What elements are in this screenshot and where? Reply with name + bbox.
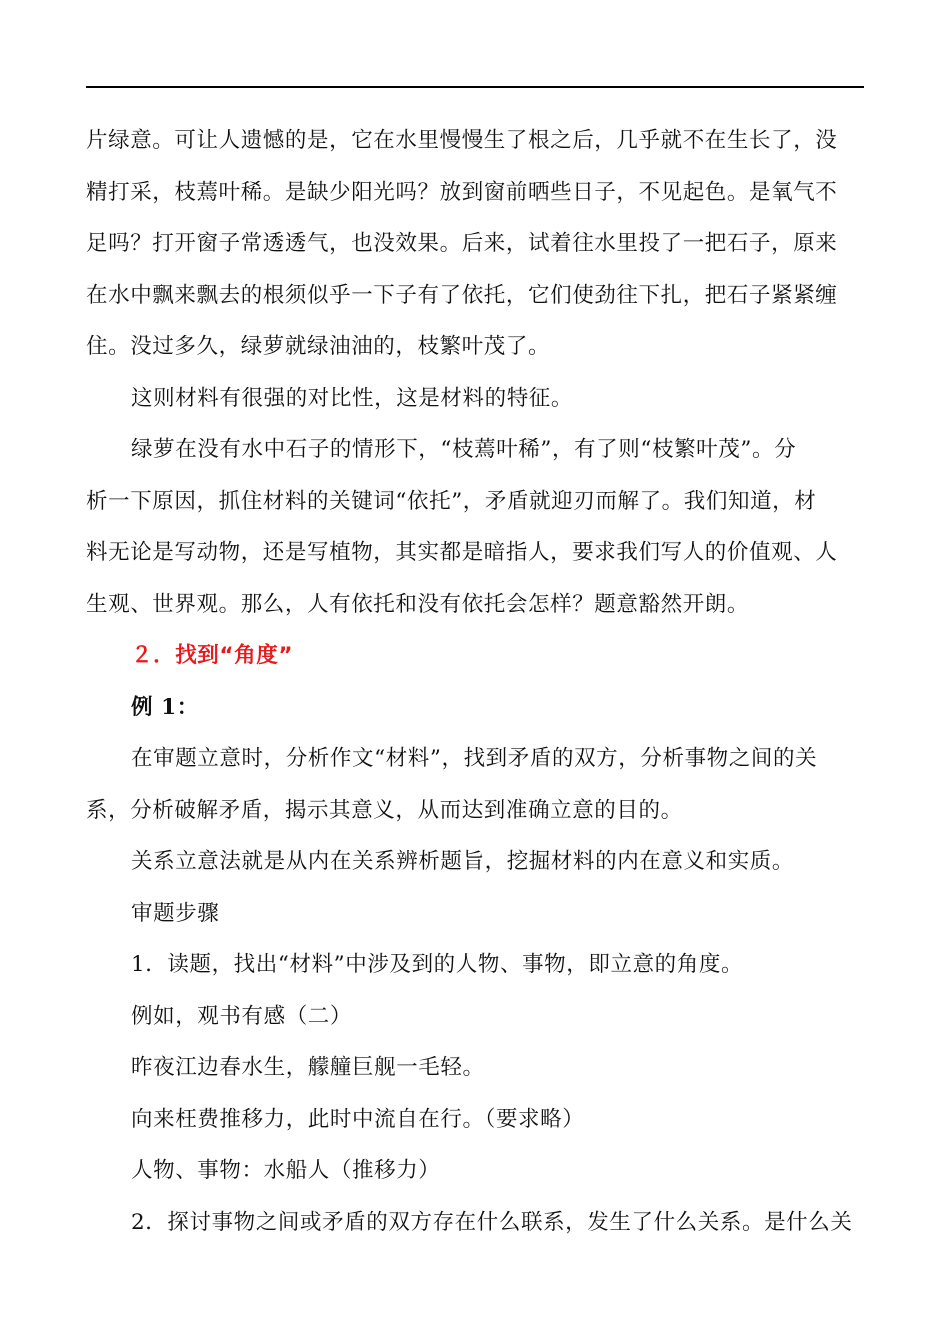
paragraph-steps-title: 审题步骤 (131, 900, 220, 926)
paragraph-poem-line-2: 向来枉费推移力，此时中流自在行。（要求略） (131, 1106, 585, 1132)
paragraph-poem-title: 例如，观书有感（二） (131, 1003, 353, 1029)
text-line: 精打采，枝蔫叶稀。是缺少阳光吗？放到窗前晒些日子，不见起色。是氧气不 (86, 179, 838, 205)
text-line: 片绿意。可让人遗憾的是，它在水里慢慢生了根之后，几乎就不在生长了，没 (86, 128, 838, 153)
paragraph-relation-method: 关系立意法就是从内在关系辨析题旨，挖掘材料的内在意义和实质。 (131, 849, 795, 874)
paragraph-entities: 人物、事物：水船人（推移力） (131, 1158, 441, 1183)
paragraph-contrast-feature (86, 376, 864, 428)
paragraph-poem-line-1: 昨夜江边春水生，艨艟巨舰一毛轻。 (131, 1055, 485, 1080)
section-heading: ２．找到“角度” (131, 643, 294, 668)
example-label: 例 1： (131, 694, 199, 720)
paragraph-step-2: 2．探讨事物之间或矛盾的双方存在什么联系，发生了什么关系。是什么关 (131, 1209, 853, 1235)
text-line: 系，分析破解矛盾，揭示其意义，从而达到准确立意的目的。 (86, 797, 683, 823)
text-line: 绿萝在没有水中石子的情形下，“枝蔫叶稀”，有了则“枝繁叶茂”。分 (131, 437, 797, 462)
text-line: 住。没过多久，绿萝就绿油油的，枝繁叶茂了。 (86, 334, 551, 359)
paragraph-analysis (86, 427, 864, 633)
text-line: 在水中飘来飘去的根须似乎一下子有了依托，它们使劲往下扎，把石子紧紧缠 (86, 282, 838, 308)
header-rule (86, 86, 864, 88)
paragraph-step-1: 1．读题，找出“材料”中涉及到的人物、事物，即立意的角度。 (131, 952, 744, 977)
text-line: 生观、世界观。那么，人有依托和没有依托会怎样？题意豁然开朗。 (86, 591, 750, 617)
text-line: 析一下原因，抓住材料的关键词“依托”，矛盾就迎刃而解了。我们知道，材 (86, 488, 817, 514)
paragraph-method-intro (86, 736, 864, 839)
text-line: 在审题立意时，分析作文“材料”，找到矛盾的双方，分析事物之间的关 (131, 746, 818, 771)
text-line: 足吗？打开窗子常透透气，也没效果。后来，试着往水里投了一把石子，原来 (86, 231, 838, 256)
document-body (86, 118, 864, 1251)
text-line: 这则材料有很强的对比性，这是材料的特征。 (131, 385, 574, 411)
text-line: 料无论是写动物，还是写植物，其实都是暗指人，要求我们写人的价值观、人 (86, 540, 838, 565)
paragraph-greenery-story (86, 118, 864, 376)
